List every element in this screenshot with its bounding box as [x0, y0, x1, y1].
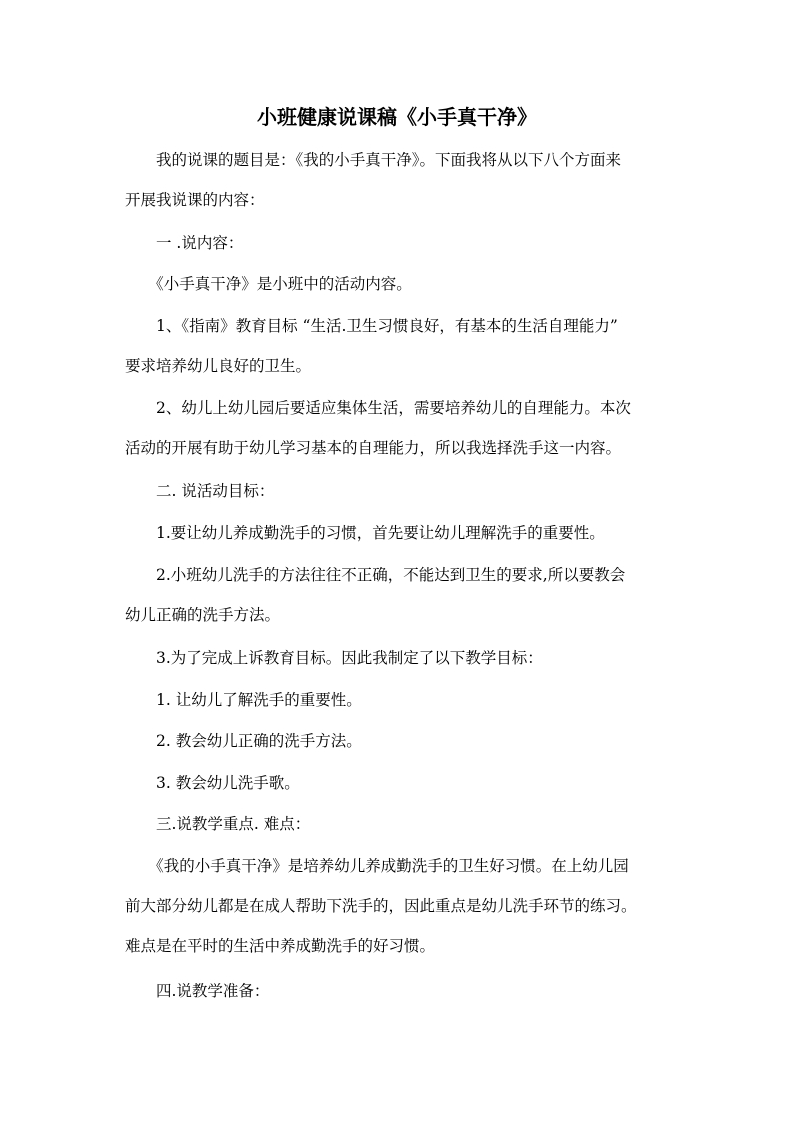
paragraph-goal-1	[125, 513, 673, 553]
paragraph-line: 《小手真干净》是小班中的活动内容。	[125, 275, 412, 293]
paragraph-line: 我的说课的题目是：《我的小手真干净》。下面我将从以下八个方面来	[125, 151, 622, 169]
paragraph-line: 前大部分幼儿都是在成人帮助下洗手的，因此重点是幼儿洗手环节的练习。	[125, 897, 637, 915]
paragraph-line: 2. 教会幼儿正确的洗手方法。	[125, 732, 362, 750]
paragraph-goal-3	[125, 638, 673, 678]
paragraph-line: 一 .说内容：	[125, 234, 244, 252]
paragraph-line: 3.为了完成上诉教育目标。因此我制定了以下教学目标：	[125, 649, 543, 667]
paragraph-line: 二. 说活动目标：	[125, 482, 275, 500]
list-item-objective-1	[125, 680, 673, 720]
section-heading-key-points	[125, 804, 673, 844]
paragraph-line: 2、幼儿上幼儿园后要适应集体生活，需要培养幼儿的自理能力。本次	[125, 399, 631, 417]
paragraph-goal-2	[125, 555, 673, 635]
section-heading-preparation	[125, 971, 673, 1011]
paragraph-line: 2.小班幼儿洗手的方法往往不正确，不能达到卫生的要求,所以要教会	[125, 566, 626, 584]
paragraph-line: 3. 教会幼儿洗手歌。	[125, 774, 300, 792]
paragraph-key-points	[125, 846, 673, 966]
section-heading-content	[125, 223, 673, 263]
page-title: 小班健康说课稿《小手真干净》	[257, 105, 537, 129]
paragraph-line: 《我的小手真干净》是培养幼儿养成勤洗手的卫生好习惯。在上幼儿园	[125, 857, 629, 875]
paragraph-line: 四.说教学准备：	[125, 982, 270, 1000]
paragraph-line: 难点是在平时的生活中养成勤洗手的好习惯。	[125, 937, 436, 955]
paragraph-line: 要求培养幼儿良好的卫生。	[125, 357, 312, 375]
paragraph-intro	[125, 140, 673, 220]
paragraph-self-care	[125, 388, 673, 468]
list-item-objective-2	[125, 721, 673, 761]
paragraph-line: 开展我说课的内容：	[125, 191, 265, 209]
paragraph-line: 1. 让幼儿了解洗手的重要性。	[125, 691, 362, 709]
section-heading-goals	[125, 471, 673, 511]
paragraph-guideline	[125, 306, 673, 386]
paragraph-line: 1.要让幼儿养成勤洗手的习惯，首先要让幼儿理解洗手的重要性。	[125, 524, 605, 542]
paragraph-line: 1、《指南》教育目标 “生活.卫生习惯良好，有基本的生活自理能力”	[125, 317, 618, 335]
paragraph-line: 活动的开展有助于幼儿学习基本的自理能力，所以我选择洗手这一内容。	[125, 439, 622, 457]
list-item-objective-3	[125, 763, 673, 803]
paragraph-line: 三.说教学重点. 难点：	[125, 815, 311, 833]
paragraph-content-desc	[125, 264, 673, 304]
paragraph-line: 幼儿正确的洗手方法。	[125, 606, 281, 624]
